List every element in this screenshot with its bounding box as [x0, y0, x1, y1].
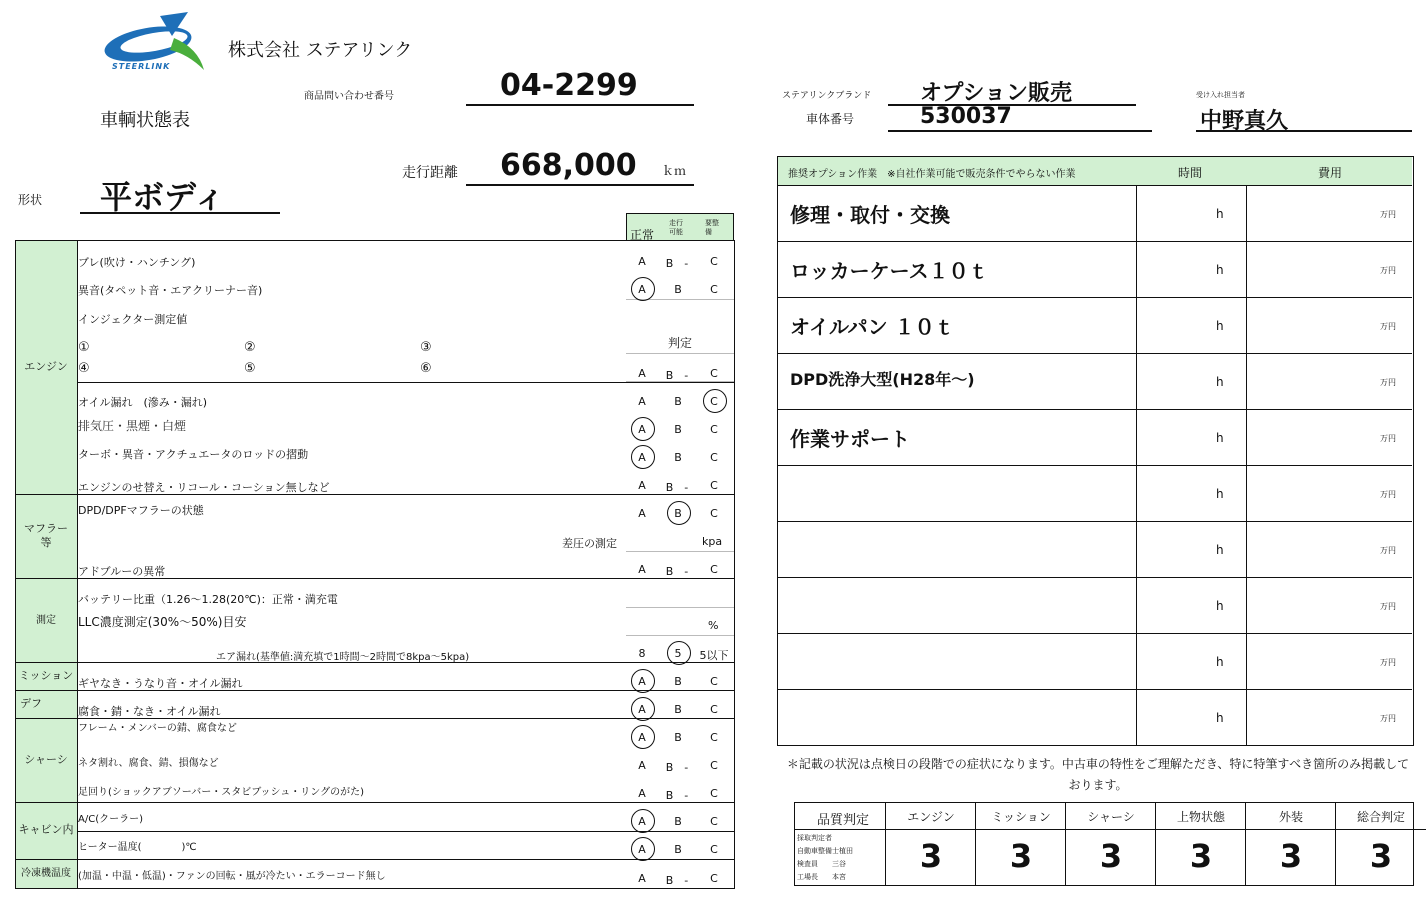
logo-text: STEERLINK: [112, 62, 171, 71]
judge-label: 判定: [668, 336, 693, 350]
option-row: [778, 353, 1412, 410]
option-cost-unit: 万円: [1380, 322, 1396, 331]
item-turbo: ターボ・異音・アクチュエータのロッドの摺動: [78, 448, 309, 461]
option-cost-unit: 万円: [1380, 490, 1396, 499]
quality-col-label: 総合判定: [1356, 810, 1405, 824]
quality-col-label: ミッション: [991, 810, 1051, 824]
company-logo: [100, 10, 210, 72]
option-row: [778, 185, 1412, 242]
cat-measure: 測定: [36, 614, 56, 626]
option-hours-unit: h: [1216, 431, 1224, 445]
mark-circle: [631, 697, 655, 721]
inquiry-number-value: 04-2299: [500, 68, 638, 103]
item-injector: インジェクター測定値: [78, 313, 188, 326]
mark-circle: [631, 669, 655, 693]
quality-score: 3: [1009, 837, 1033, 875]
inquiry-number: [466, 68, 694, 106]
item-diff: 腐食・錆・なき・オイル漏れ: [78, 705, 221, 718]
quality-col: [975, 803, 1066, 885]
item-battery: バッテリー比重（1.26～1.28(20℃)：正常・満充電: [78, 593, 338, 606]
cat-chassis: シャーシ: [24, 752, 68, 766]
item-llc: LLC濃度測定(30%～50%)目安: [78, 615, 247, 629]
item-mission: ギヤなき・うなり音・オイル漏れ: [78, 677, 243, 690]
option-hours-unit: h: [1216, 711, 1224, 725]
item-air: エア漏れ(基準値:満充填で1時間～2時間で8kpa～5kpa): [216, 652, 470, 663]
shape-label: 形状: [18, 193, 43, 207]
inj-4: ④: [78, 361, 90, 376]
quality-score: 3: [1279, 837, 1303, 875]
options-time-header: 時間: [1178, 166, 1203, 180]
quality-col: [1155, 803, 1246, 885]
option-name: 修理・取付・交換: [790, 203, 950, 227]
quality-score: 3: [1189, 837, 1213, 875]
mark-circle: [667, 501, 691, 525]
receiver-label: 受け入れ担当者: [1196, 91, 1245, 99]
signers: 採取判定者 自動車整備士植田 検査員 三谷 工場長 本宮: [797, 834, 853, 881]
mileage-label: 走行距離: [402, 165, 458, 181]
option-row: [778, 521, 1412, 578]
option-name: オイルパン １０ｔ: [790, 315, 955, 339]
receiver-value: 中野真久: [1200, 109, 1289, 134]
option-hours-unit: h: [1216, 543, 1224, 557]
item-ac: A/C(クーラー): [78, 814, 143, 825]
cat-freezer: 冷凍機温度: [21, 868, 71, 879]
item-frame: フレーム・メンバーの錆、腐食など: [78, 723, 237, 734]
option-row: [778, 241, 1412, 298]
option-row: [778, 577, 1412, 634]
quality-col: [1335, 803, 1426, 885]
option-cost-unit: 万円: [1380, 210, 1396, 219]
quality-col: [1245, 803, 1336, 885]
col-runnable: 走行可能: [669, 219, 683, 236]
cat-diff: デフ: [20, 696, 42, 710]
option-row: [778, 409, 1412, 466]
option-hours-unit: h: [1216, 207, 1224, 221]
quality-col: [1065, 803, 1156, 885]
item-susp: 足回り(ショックアブソーバー・スタビブッシュ・リングのがた): [78, 787, 365, 798]
option-row: [778, 465, 1412, 522]
footnote: ＊記載の状況は点検日の段階での症状になります。中古車の特性をご理解ただき、特に特筆すべき箇所のみ掲載しております。: [786, 757, 1410, 792]
item-shake: ブレ(吹け・ハンチング): [78, 256, 196, 269]
mileage: [466, 148, 694, 186]
receiver: [1196, 104, 1412, 132]
kpa-unit: kpa: [702, 535, 723, 548]
mark-circle: [631, 277, 655, 301]
company-name: 株式会社 ステアリンク: [228, 40, 413, 61]
options-table: [777, 156, 1414, 746]
option-hours-unit: h: [1216, 655, 1224, 669]
body-no: [888, 104, 1152, 132]
quality-score: 3: [1369, 837, 1393, 875]
mark-circle: [631, 809, 655, 833]
option-hours-unit: h: [1216, 319, 1224, 333]
body-no-label: 車体番号: [806, 112, 855, 126]
item-noise: 異音(タペット音・エアクリーナー音): [78, 284, 263, 297]
abc-header: [626, 213, 734, 241]
cat-muffler: マフラー等: [24, 521, 68, 549]
inj-6: ⑥: [420, 361, 432, 376]
quality-col-label: 上物状態: [1176, 810, 1225, 824]
shape: [80, 172, 280, 214]
col-needs: 要整備: [705, 219, 719, 236]
shape-value: 平ボディ: [100, 178, 226, 216]
inj-3: ③: [420, 340, 432, 355]
body-no-value: 530037: [920, 104, 1012, 129]
quality-label: 品質判定: [817, 813, 870, 828]
item-oil: オイル漏れ (滲み・漏れ): [78, 396, 208, 409]
option-row: [778, 297, 1412, 354]
cat-cabin: キャビン内: [18, 823, 74, 837]
quality-score: 3: [919, 837, 943, 875]
quality-table: [794, 802, 1414, 886]
quality-col: [885, 803, 976, 885]
quality-col-label: 外装: [1278, 810, 1303, 824]
option-row: [778, 633, 1412, 690]
item-freezer: (加温・中温・低温)・ファンの回転・風が冷たい・エラーコード無し: [78, 871, 386, 882]
mileage-value: 668,000: [500, 148, 637, 183]
cat-engine: エンジン: [24, 360, 68, 374]
inj-1: ①: [78, 340, 90, 355]
option-cost-unit: 万円: [1380, 546, 1396, 555]
mileage-unit: ｋｍ: [662, 164, 687, 178]
option-hours-unit: h: [1216, 375, 1224, 389]
item-exhaust: 排気圧・黒煙・白煙: [78, 419, 187, 433]
pct-unit: %: [708, 619, 719, 632]
option-row: [778, 689, 1412, 745]
mark-circle: [631, 837, 655, 861]
check-table: エンジン マフラー等 測定 ミッション デフ シャーシ キャビン内 冷凍機温度 ブレ(吹け・ハンチング) A B - C 異音(タペット音・エアクリーナー音) A B C インジェクター測定値 判定 ① ② ③ ④ ⑤ ⑥ A B - C オイル漏れ (滲み・漏れ) A B C 排気圧・黒煙・白煙 A B C ターボ・異音・アクチュエータのロッドの摺動 A B C エンジンのせ替え・リコール・コーション無しなど A B - C DPD/DPFマフラーの状態 A B C 差圧の測定 kpa アドブルーの異常 A B - C バッテリー比重（1.26～1.28(20℃)：正常・満充電 LLC濃度測定(30%～50%)目安 % エア漏れ(基準値:満充填で1時間～2時間で8kpa～5kpa) 8 5 5以下 ギヤなき・うなり音・オイル漏れ A B C 腐食・錆・なき・オイル漏れ A B C フレーム・メンバーの錆、腐食など A B C ネタ割れ、腐食、錆、損傷など A B - C 足回り(ショックアブソーバー・スタビブッシュ・リングのがた) A B - C A/C(クーラー) A B C ヒーター温度( )℃ A B C (加温・中温・低温)・ファンの回転・風が冷たい・エラーコード無し A B - C: [15, 240, 735, 889]
mark-circle: [631, 725, 655, 749]
col-normal: 正常: [630, 228, 655, 242]
option-cost-unit: 万円: [1380, 658, 1396, 667]
option-name: 作業サポート: [790, 427, 910, 451]
option-cost-unit: 万円: [1380, 434, 1396, 443]
inquiry-label: 商品問い合わせ番号: [304, 91, 394, 102]
item-adblue: アドブルーの異常: [78, 565, 166, 578]
option-hours-unit: h: [1216, 263, 1224, 277]
brand-value: オプション販売: [920, 81, 1073, 106]
mark-circle: [667, 641, 691, 665]
mark-circle: [703, 389, 727, 413]
cat-mission: ミッション: [18, 668, 74, 682]
options-header-label: 推奨オプション作業 ※自社作業可能で販売条件でやらない作業: [788, 169, 1076, 180]
options-cost-header: 費用: [1318, 166, 1343, 180]
inj-2: ②: [244, 340, 256, 355]
option-name: DPD洗浄大型(H28年〜): [790, 370, 975, 389]
option-name: ロッカーケース１０ｔ: [790, 259, 989, 283]
item-heater: ヒーター温度( )℃: [78, 842, 197, 853]
item-crack: ネタ割れ、腐食、錆、損傷など: [78, 758, 219, 769]
quality-col-label: エンジン: [907, 810, 955, 824]
quality-score: 3: [1099, 837, 1123, 875]
mark-circle: [631, 445, 655, 469]
mark-circle: [631, 417, 655, 441]
doc-title: 車輌状態表: [100, 110, 190, 131]
brand: [888, 76, 1136, 106]
option-hours-unit: h: [1216, 599, 1224, 613]
item-swap: エンジンのせ替え・リコール・コーション無しなど: [78, 481, 330, 494]
option-cost-unit: 万円: [1380, 266, 1396, 275]
inj-5: ⑤: [244, 361, 256, 376]
brand-label: ステアリンクブランド: [782, 91, 872, 101]
option-hours-unit: h: [1216, 487, 1224, 501]
options-header: [778, 157, 1412, 186]
option-cost-unit: 万円: [1380, 378, 1396, 387]
item-dpd: DPD/DPFマフラーの状態: [78, 504, 204, 517]
quality-col-label: シャーシ: [1087, 810, 1135, 824]
option-cost-unit: 万円: [1380, 714, 1396, 723]
option-cost-unit: 万円: [1380, 602, 1396, 611]
item-diffp: 差圧の測定: [562, 537, 617, 550]
